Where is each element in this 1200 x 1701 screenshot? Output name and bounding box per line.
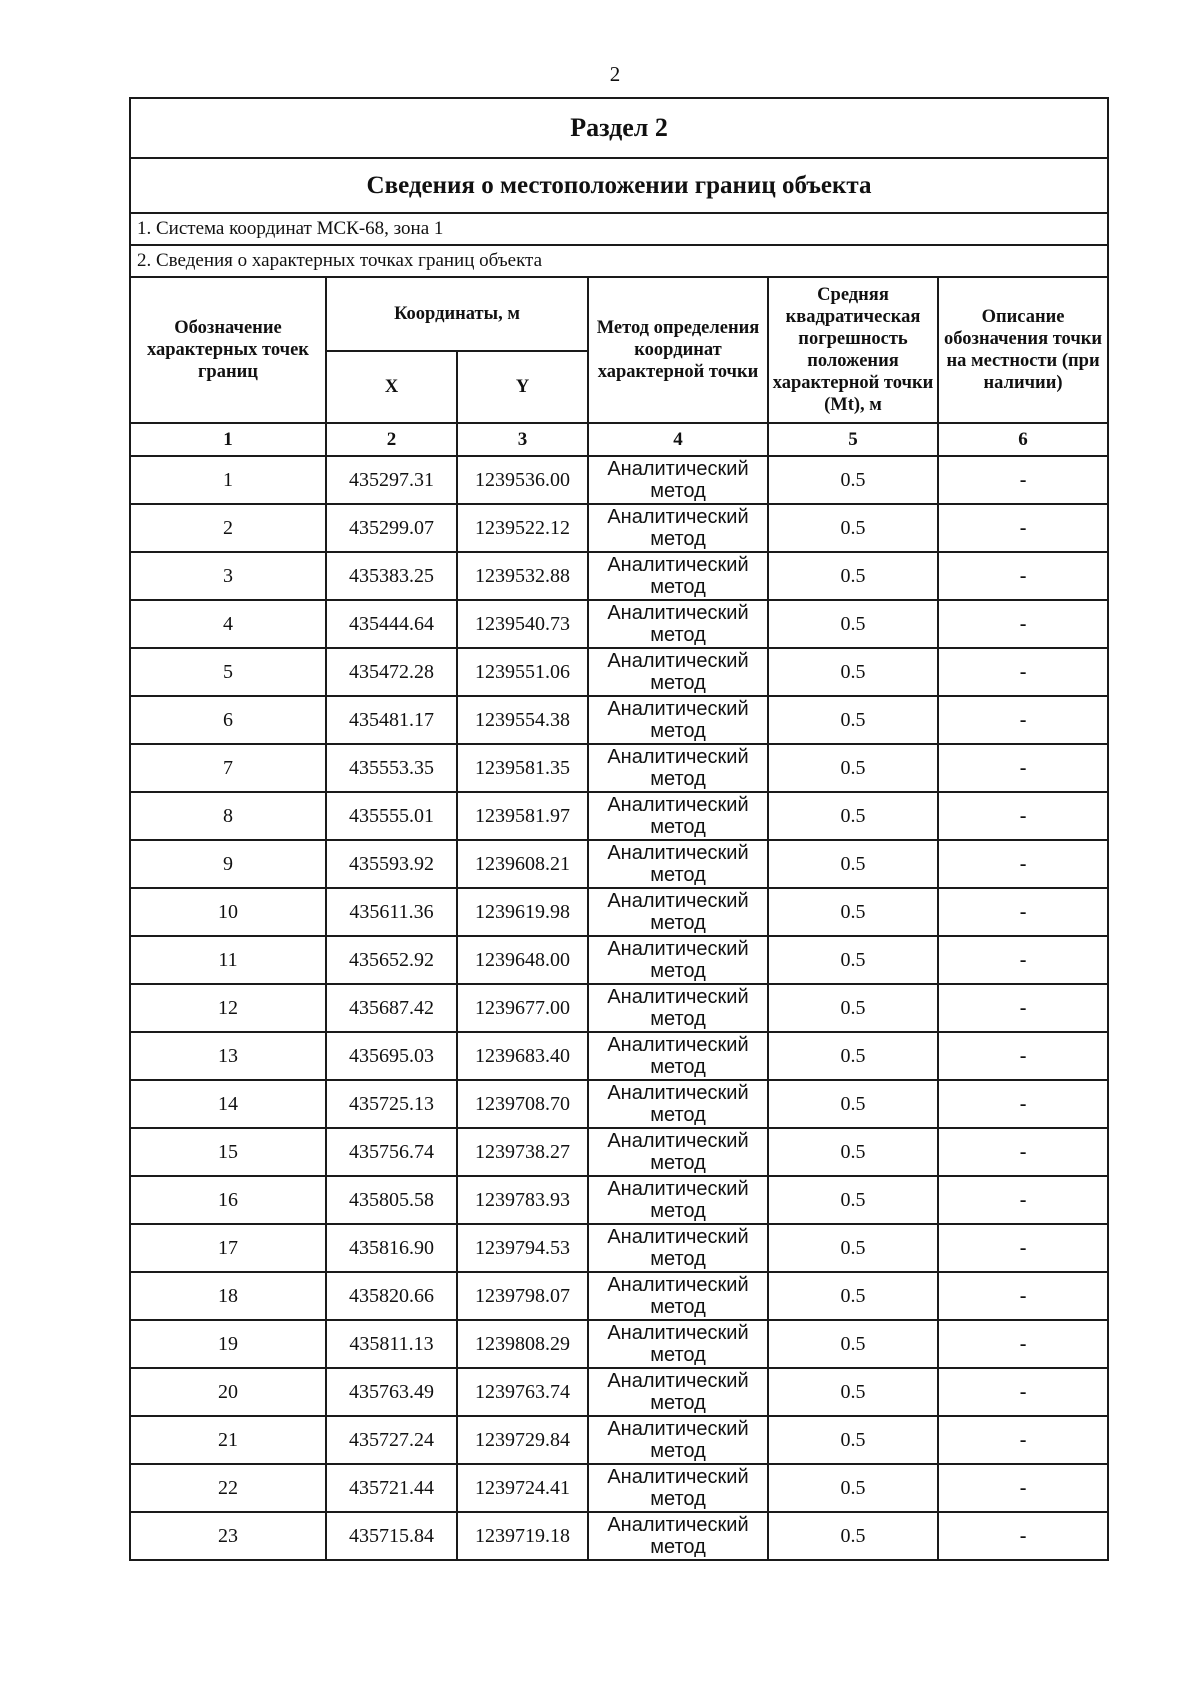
point-number: 3 — [130, 552, 326, 600]
point-description: - — [938, 888, 1108, 936]
method: Аналитический метод — [588, 696, 768, 744]
x-coordinate: 435816.90 — [326, 1224, 457, 1272]
point-number: 16 — [130, 1176, 326, 1224]
x-coordinate: 435652.92 — [326, 936, 457, 984]
y-coordinate: 1239551.06 — [457, 648, 588, 696]
method: Аналитический метод — [588, 1464, 768, 1512]
point-description: - — [938, 1128, 1108, 1176]
method: Аналитический метод — [588, 1176, 768, 1224]
mean-square-error: 0.5 — [768, 984, 938, 1032]
x-coordinate: 435695.03 — [326, 1032, 457, 1080]
y-coordinate: 1239708.70 — [457, 1080, 588, 1128]
mean-square-error: 0.5 — [768, 840, 938, 888]
y-coordinate: 1239532.88 — [457, 552, 588, 600]
header-point-designation: Обозначение характерных точек границ — [130, 277, 326, 423]
header-description: Описание обозначения точки на местности (при наличии) — [938, 277, 1108, 423]
method: Аналитический метод — [588, 792, 768, 840]
point-description: - — [938, 840, 1108, 888]
y-coordinate: 1239794.53 — [457, 1224, 588, 1272]
point-number: 7 — [130, 744, 326, 792]
table-row — [130, 792, 1108, 840]
table-row — [130, 552, 1108, 600]
page-number: 2 — [609, 62, 621, 86]
points-heading: 2. Сведения о характерных точках границ объекта — [130, 245, 1108, 277]
mean-square-error: 0.5 — [768, 792, 938, 840]
point-description: - — [938, 936, 1108, 984]
x-coordinate: 435805.58 — [326, 1176, 457, 1224]
table-row — [130, 504, 1108, 552]
method: Аналитический метод — [588, 936, 768, 984]
mean-square-error: 0.5 — [768, 1224, 938, 1272]
point-description: - — [938, 1224, 1108, 1272]
point-number: 8 — [130, 792, 326, 840]
mean-square-error: 0.5 — [768, 936, 938, 984]
column-number: 2 — [326, 423, 457, 456]
mean-square-error: 0.5 — [768, 1512, 938, 1560]
x-coordinate: 435553.35 — [326, 744, 457, 792]
point-number: 5 — [130, 648, 326, 696]
x-coordinate: 435593.92 — [326, 840, 457, 888]
x-coordinate: 435756.74 — [326, 1128, 457, 1176]
table-row — [130, 1176, 1108, 1224]
y-coordinate: 1239808.29 — [457, 1320, 588, 1368]
point-number: 23 — [130, 1512, 326, 1560]
x-coordinate: 435611.36 — [326, 888, 457, 936]
x-coordinate: 435687.42 — [326, 984, 457, 1032]
y-coordinate: 1239608.21 — [457, 840, 588, 888]
y-coordinate: 1239729.84 — [457, 1416, 588, 1464]
x-coordinate: 435383.25 — [326, 552, 457, 600]
y-coordinate: 1239581.97 — [457, 792, 588, 840]
point-description: - — [938, 1368, 1108, 1416]
x-coordinate: 435763.49 — [326, 1368, 457, 1416]
boundary-points-table — [129, 97, 1109, 1561]
header-error: Средняя квадратическая погрешность положения характерной точки (Mt), м — [768, 277, 938, 423]
point-description: - — [938, 1464, 1108, 1512]
point-number: 18 — [130, 1272, 326, 1320]
mean-square-error: 0.5 — [768, 600, 938, 648]
table-row — [130, 1464, 1108, 1512]
method: Аналитический метод — [588, 504, 768, 552]
table-row — [130, 1416, 1108, 1464]
header-x: X — [326, 351, 457, 423]
x-coordinate: 435472.28 — [326, 648, 457, 696]
y-coordinate: 1239648.00 — [457, 936, 588, 984]
method: Аналитический метод — [588, 1032, 768, 1080]
table-row — [130, 648, 1108, 696]
method: Аналитический метод — [588, 1512, 768, 1560]
y-coordinate: 1239719.18 — [457, 1512, 588, 1560]
point-description: - — [938, 1176, 1108, 1224]
table-row — [130, 1320, 1108, 1368]
table-row — [130, 936, 1108, 984]
table-row — [130, 1128, 1108, 1176]
table-row — [130, 1368, 1108, 1416]
x-coordinate: 435715.84 — [326, 1512, 457, 1560]
y-coordinate: 1239581.35 — [457, 744, 588, 792]
section-title: Раздел 2 — [130, 98, 1108, 158]
x-coordinate: 435721.44 — [326, 1464, 457, 1512]
point-number: 1 — [130, 456, 326, 504]
method: Аналитический метод — [588, 1416, 768, 1464]
x-coordinate: 435725.13 — [326, 1080, 457, 1128]
header-method: Метод определения координат характерной точки — [588, 277, 768, 423]
y-coordinate: 1239677.00 — [457, 984, 588, 1032]
point-description: - — [938, 984, 1108, 1032]
x-coordinate: 435297.31 — [326, 456, 457, 504]
mean-square-error: 0.5 — [768, 696, 938, 744]
method: Аналитический метод — [588, 888, 768, 936]
mean-square-error: 0.5 — [768, 1032, 938, 1080]
point-number: 22 — [130, 1464, 326, 1512]
x-coordinate: 435820.66 — [326, 1272, 457, 1320]
point-description: - — [938, 552, 1108, 600]
point-description: - — [938, 1080, 1108, 1128]
mean-square-error: 0.5 — [768, 1320, 938, 1368]
method: Аналитический метод — [588, 1272, 768, 1320]
y-coordinate: 1239763.74 — [457, 1368, 588, 1416]
method: Аналитический метод — [588, 1368, 768, 1416]
y-coordinate: 1239522.12 — [457, 504, 588, 552]
mean-square-error: 0.5 — [768, 1080, 938, 1128]
mean-square-error: 0.5 — [768, 888, 938, 936]
mean-square-error: 0.5 — [768, 456, 938, 504]
method: Аналитический метод — [588, 1080, 768, 1128]
section-subtitle: Сведения о местоположении границ объекта — [130, 158, 1108, 213]
mean-square-error: 0.5 — [768, 504, 938, 552]
point-description: - — [938, 504, 1108, 552]
point-description: - — [938, 1032, 1108, 1080]
method: Аналитический метод — [588, 456, 768, 504]
mean-square-error: 0.5 — [768, 648, 938, 696]
point-number: 4 — [130, 600, 326, 648]
method: Аналитический метод — [588, 1224, 768, 1272]
mean-square-error: 0.5 — [768, 552, 938, 600]
mean-square-error: 0.5 — [768, 1128, 938, 1176]
point-number: 12 — [130, 984, 326, 1032]
point-description: - — [938, 1512, 1108, 1560]
point-description: - — [938, 456, 1108, 504]
point-number: 2 — [130, 504, 326, 552]
table-row — [130, 744, 1108, 792]
table-row — [130, 1272, 1108, 1320]
point-number: 10 — [130, 888, 326, 936]
point-number: 11 — [130, 936, 326, 984]
method: Аналитический метод — [588, 984, 768, 1032]
y-coordinate: 1239536.00 — [457, 456, 588, 504]
column-number: 6 — [938, 423, 1108, 456]
table-row — [130, 696, 1108, 744]
column-number: 4 — [588, 423, 768, 456]
point-number: 20 — [130, 1368, 326, 1416]
point-description: - — [938, 648, 1108, 696]
header-y: Y — [457, 351, 588, 423]
table-row — [130, 456, 1108, 504]
x-coordinate: 435555.01 — [326, 792, 457, 840]
point-description: - — [938, 744, 1108, 792]
column-number: 3 — [457, 423, 588, 456]
table-row — [130, 840, 1108, 888]
point-number: 17 — [130, 1224, 326, 1272]
method: Аналитический метод — [588, 600, 768, 648]
point-number: 14 — [130, 1080, 326, 1128]
table-row — [130, 888, 1108, 936]
table-row — [130, 984, 1108, 1032]
table-row — [130, 1032, 1108, 1080]
point-number: 13 — [130, 1032, 326, 1080]
column-number: 1 — [130, 423, 326, 456]
x-coordinate: 435727.24 — [326, 1416, 457, 1464]
point-description: - — [938, 696, 1108, 744]
y-coordinate: 1239798.07 — [457, 1272, 588, 1320]
mean-square-error: 0.5 — [768, 1416, 938, 1464]
method: Аналитический метод — [588, 744, 768, 792]
mean-square-error: 0.5 — [768, 1368, 938, 1416]
column-number: 5 — [768, 423, 938, 456]
point-number: 9 — [130, 840, 326, 888]
header-coordinates: Координаты, м — [326, 277, 588, 351]
table-row — [130, 600, 1108, 648]
x-coordinate: 435811.13 — [326, 1320, 457, 1368]
mean-square-error: 0.5 — [768, 744, 938, 792]
y-coordinate: 1239738.27 — [457, 1128, 588, 1176]
y-coordinate: 1239683.40 — [457, 1032, 588, 1080]
y-coordinate: 1239540.73 — [457, 600, 588, 648]
table-row — [130, 1080, 1108, 1128]
y-coordinate: 1239554.38 — [457, 696, 588, 744]
x-coordinate: 435444.64 — [326, 600, 457, 648]
point-number: 19 — [130, 1320, 326, 1368]
method: Аналитический метод — [588, 648, 768, 696]
point-number: 21 — [130, 1416, 326, 1464]
point-description: - — [938, 792, 1108, 840]
mean-square-error: 0.5 — [768, 1464, 938, 1512]
method: Аналитический метод — [588, 840, 768, 888]
coordinate-system: 1. Система координат МСК-68, зона 1 — [130, 213, 1108, 245]
point-number: 15 — [130, 1128, 326, 1176]
method: Аналитический метод — [588, 552, 768, 600]
x-coordinate: 435481.17 — [326, 696, 457, 744]
x-coordinate: 435299.07 — [326, 504, 457, 552]
point-description: - — [938, 1320, 1108, 1368]
y-coordinate: 1239783.93 — [457, 1176, 588, 1224]
mean-square-error: 0.5 — [768, 1272, 938, 1320]
table-row — [130, 1512, 1108, 1560]
point-description: - — [938, 1272, 1108, 1320]
y-coordinate: 1239619.98 — [457, 888, 588, 936]
point-description: - — [938, 600, 1108, 648]
method: Аналитический метод — [588, 1128, 768, 1176]
point-description: - — [938, 1416, 1108, 1464]
table-row — [130, 1224, 1108, 1272]
method: Аналитический метод — [588, 1320, 768, 1368]
y-coordinate: 1239724.41 — [457, 1464, 588, 1512]
point-number: 6 — [130, 696, 326, 744]
mean-square-error: 0.5 — [768, 1176, 938, 1224]
